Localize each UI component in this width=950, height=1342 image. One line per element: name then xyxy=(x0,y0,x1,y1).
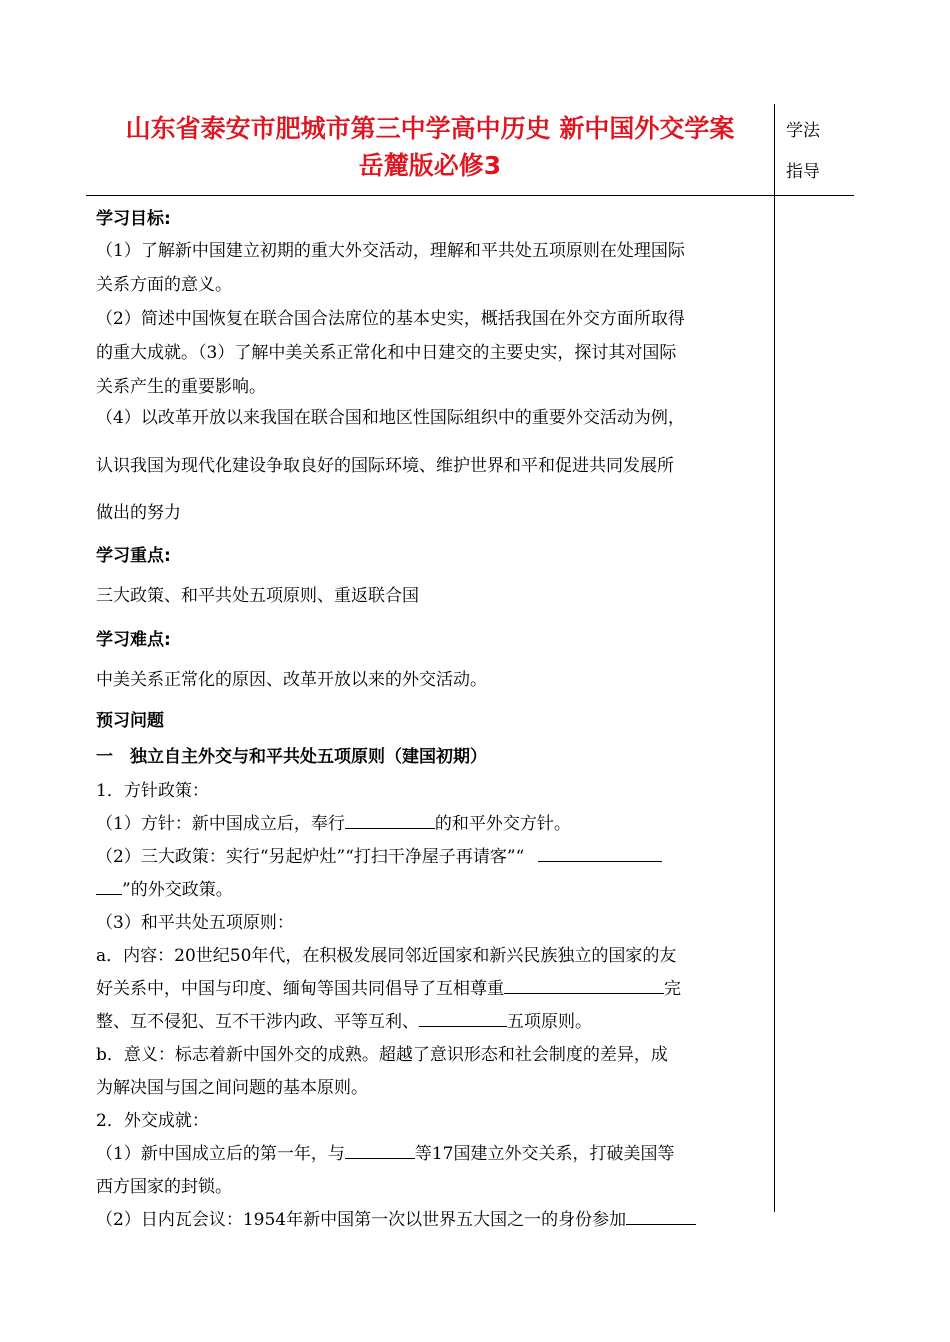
blank-field[interactable] xyxy=(419,1009,507,1027)
preview-line: a．内容：20世纪50年代，在积极发展同邻近国家和新兴民族独立的国家的友 xyxy=(96,946,677,966)
title-line-2: 岳麓版必修3 xyxy=(358,151,502,180)
key-points-text: 三大政策、和平共处五项原则、重返联合国 xyxy=(96,586,419,606)
objective-line: （2）简述中国恢复在联合国合法席位的基本史实，概括我国在外交方面所取得 xyxy=(96,309,685,329)
objective-line: 的重大成就。（3）了解中美关系正常化和中日建交的主要史实，探讨其对国际 xyxy=(96,343,677,363)
preview-line xyxy=(96,974,681,999)
preview-line: 2．外交成就： xyxy=(96,1111,209,1131)
objective-line: 做出的努力 xyxy=(96,503,181,523)
objective-line: （1）了解新中国建立初期的重大外交活动，理解和平共处五项原则在处理国际 xyxy=(96,241,685,261)
side-label-1: 学法 xyxy=(786,121,820,141)
preview-line xyxy=(96,1205,696,1230)
preview-line xyxy=(96,1139,674,1164)
objectives-heading: 学习目标: xyxy=(96,209,171,229)
difficulties-heading: 学习难点: xyxy=(96,630,171,650)
column-divider xyxy=(774,104,775,1212)
section-heading: 一 独立自主外交与和平共处五项原则（建国初期） xyxy=(96,747,487,767)
title-line-1: 山东省泰安市肥城市第三中学高中历史 新中国外交学案 xyxy=(125,114,735,143)
preview-line: （3）和平共处五项原则： xyxy=(96,913,294,933)
preview-line xyxy=(96,809,571,834)
preview-text: 五项原则。 xyxy=(507,1012,592,1032)
preview-text: （1）新中国成立后的第一年，与 xyxy=(96,1144,345,1164)
preview-line: b．意义：标志着新中国外交的成熟。超越了意识形态和社会制度的差异，成 xyxy=(96,1045,668,1065)
objective-line: 认识我国为现代化建设争取良好的国际环境、维护世界和平和促进共同发展所 xyxy=(96,456,674,476)
preview-text: （2）日内瓦会议：1954年新中国第一次以世界五大国之一的身份参加 xyxy=(96,1210,627,1230)
document-title xyxy=(86,110,774,184)
difficulties-text: 中美关系正常化的原因、改革开放以来的外交活动。 xyxy=(96,670,487,690)
preview-text: ”的外交政策。 xyxy=(122,880,233,900)
objective-line: （4）以改革开放以来我国在联合国和地区性国际组织中的重要外交活动为例， xyxy=(96,408,685,428)
preview-text: 整、互不侵犯、互不干涉内政、平等互利、 xyxy=(96,1012,419,1032)
preview-text: （1）方针：新中国成立后，奉行 xyxy=(96,814,345,834)
preview-text: 的和平外交方针。 xyxy=(434,814,571,834)
side-label-2: 指导 xyxy=(786,162,820,182)
preview-text: （2）三大政策：实行“另起炉灶”“打扫干净屋子再请客”“ xyxy=(96,847,525,867)
preview-line: 为解决国与国之间问题的基本原则。 xyxy=(96,1078,368,1098)
blank-field[interactable] xyxy=(345,1141,415,1159)
preview-heading: 预习问题 xyxy=(96,711,164,731)
preview-line xyxy=(96,842,662,867)
blank-field[interactable] xyxy=(96,877,122,895)
preview-line: 西方国家的封锁。 xyxy=(96,1177,232,1197)
preview-text: 完 xyxy=(664,979,681,999)
blank-field[interactable] xyxy=(504,976,664,994)
blank-field[interactable] xyxy=(345,811,435,829)
preview-line xyxy=(96,875,233,900)
preview-text: 等17国建立外交关系，打破美国等 xyxy=(414,1144,675,1164)
key-points-heading: 学习重点: xyxy=(96,546,171,566)
objective-line: 关系产生的重要影响。 xyxy=(96,377,266,397)
preview-line: 1．方针政策： xyxy=(96,781,209,801)
objective-line: 关系方面的意义。 xyxy=(96,275,232,295)
blank-field[interactable] xyxy=(626,1207,696,1225)
blank-field[interactable] xyxy=(538,844,662,862)
preview-line xyxy=(96,1007,592,1032)
preview-text: 好关系中，中国与印度、缅甸等国共同倡导了互相尊重 xyxy=(96,979,504,999)
header-divider xyxy=(86,195,854,196)
